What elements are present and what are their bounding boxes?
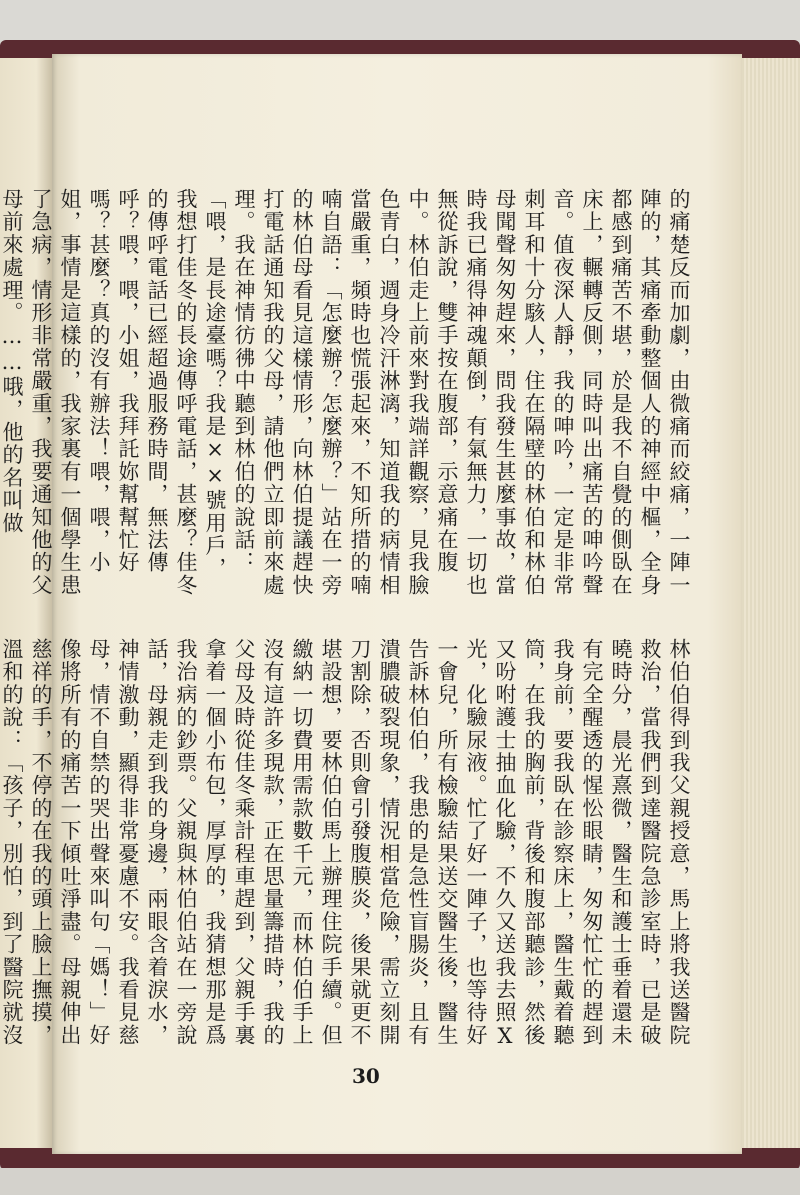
paragraph: 林伯伯得到我父親授意，馬上將我送醫院救治，當我們到達醫院急診室時，已是破曉時分，晨光熹微，醫生和護士垂着還未有完全醒透的惺忪眼睛，匆匆忙忙的趕到我身前，要我臥在診察床上，醫生戴着聽筒，在我的胸前，背後和腹部聽診，然後又吩咐護士抽血化驗，不久又送我去照X光，化驗尿液。忙了好一陣子，也等待好一會兒，所有檢驗結果送交醫生後，醫生告訴林伯伯，我患的是急性盲腸炎，且有潰膿破裂現象，情況相當危險，需立刻開刀割除，否則會引發腹膜炎，後果就更不堪設想，要林伯伯馬上辦理住院手續。但繳納一切費用需款數千元，而林伯伯手上沒有這許多現款，正在思量籌措時，我的父母及時從佳冬乘計程車趕到，父親手裏拿着一個小布包，厚厚的，我猜想那是爲我治病的鈔票。父親與林伯伯站在一旁說話，母親走到我的身邊，兩眼含着淚水，神情激動，顯得非常憂慮不安。我看見慈母，情不自禁的哭出聲來叫句「媽！」好像將所有的痛苦一下傾吐淨盡。母親伸出慈祥的手，不停的在我的頭上臉上撫摸，溫和的說：「孩子，別怕，到了醫院就沒	[0, 638, 691, 1050]
page-edges	[740, 58, 800, 1148]
paragraph: 的痛楚反而加劇，由微痛而絞痛，一陣一陣的，其痛牽動整個人的神經中樞，全身都感到痛苦不堪，於是我不自覺的側臥在床上，輾轉反側，同時叫出痛苦的呻吟聲音。值夜深人靜，我的呻吟，一定是非常刺耳和十分駭人，住在隔壁的林伯和林伯母聞聲匆匆趕來，問我發生甚麼事故，當時我已痛得神魂顛倒，有氣無力，一切也無從訴說，雙手按在腹部，示意痛在腹中。林伯走上前來對我端詳觀察，見我臉色青白，週身冷汗淋漓，知道我的病情相當嚴重，頻時也慌張起來，不知所措的喃喃自語：「怎麼辦？怎麼辦？」站在一旁的林伯母看見這樣情形，向林伯提議趕快打電話通知我的父母，請他們立即前來處理。我在神情彷彿中聽到林伯的說話：「喂，是長途臺嗎？我是××號用戶，我想打佳冬的長途傳呼電話，甚麼？佳冬的傳呼電話已經超過服務時間，無法傳呼？喂，喂，小姐，我拜託妳幫幫忙好嗎？甚麼？真的沒有辦法！喂，喂，小姐，事情是這樣的，我家裏有一個學生患了急病，情形非常嚴重，我要通知他的父母前來處理。……哦，他的名叫做	[0, 188, 691, 597]
text-block-upper	[0, 188, 693, 598]
page-number: 30	[352, 1064, 380, 1088]
text-block-lower	[0, 638, 693, 1058]
background-bottom	[0, 1168, 800, 1195]
